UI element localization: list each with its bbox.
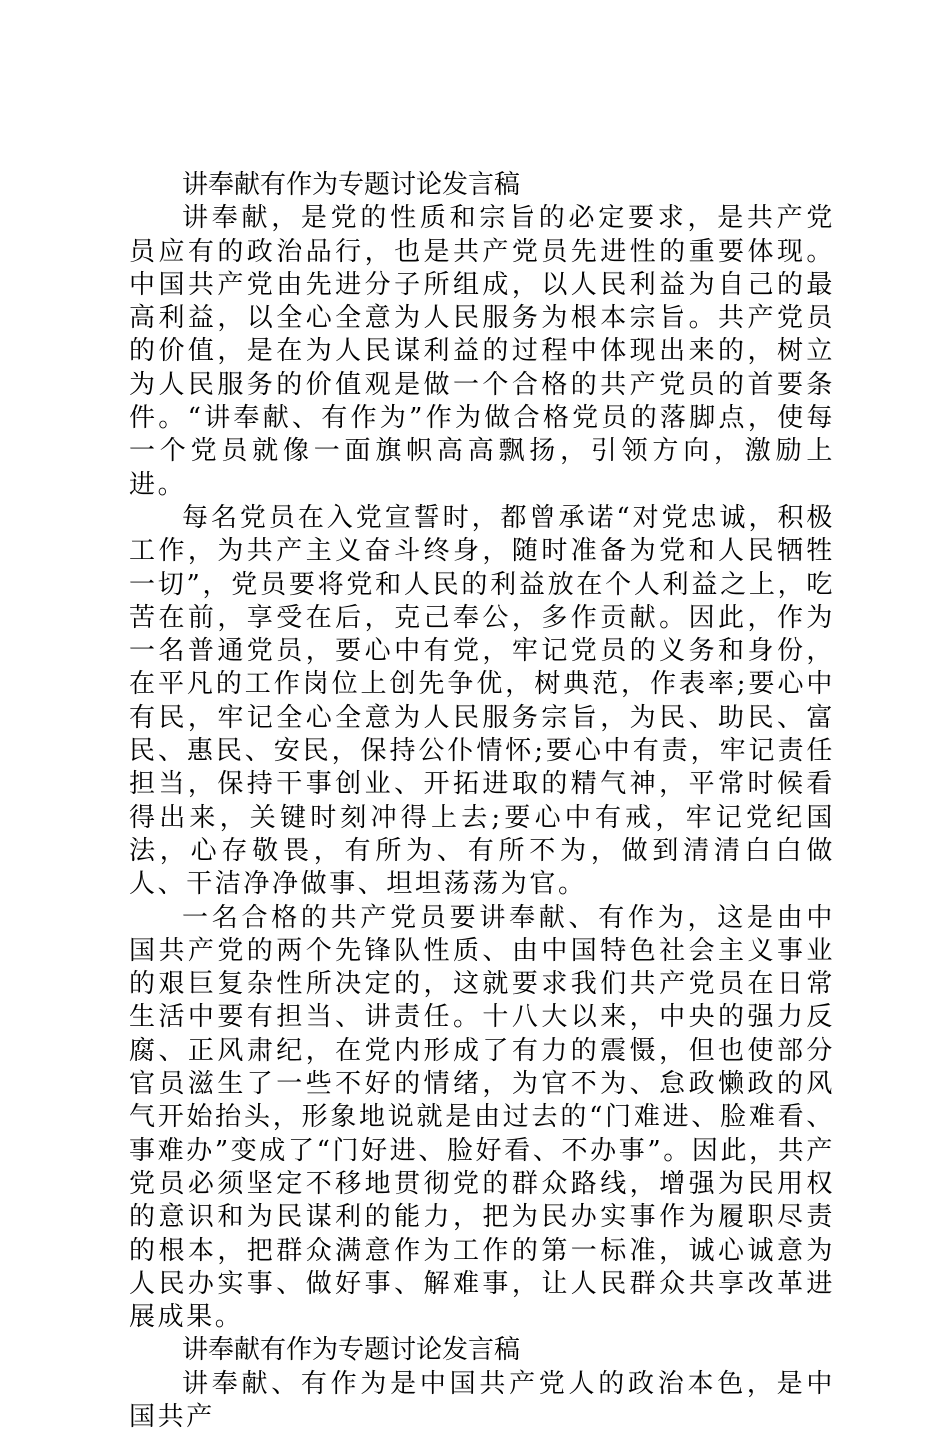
- paragraph-2: 每名党员在入党宣誓时，都曾承诺“对党忠诚，积极工作，为共产主义奋斗终身，随时准备为党和人民牺牲一切”，党员要将党和人民的利益放在个人利益之上，吃苦在前，享受在后，克己奉公，多作贡献。因此，作为一名普通党员，要心中有党，牢记党员的义务和身份，在平凡的工作岗位上创先争优，树典范，作表率;要心中有民，牢记全心全意为人民服务宗旨，为民、助民、富民、惠民、安民，保持公仆情怀;要心中有责，牢记责任担当，保持干事创业、开拓进取的精气神，平常时候看得出来，关键时刻冲得上去;要心中有戒，牢记党纪国法，心存敬畏，有所为、有所不为，做到清清白白做人、干洁净净做事、坦坦荡荡为官。: [129, 502, 835, 900]
- paragraph-1: 讲奉献，是党的性质和宗旨的必定要求，是共产党员应有的政治品行，也是共产党员先进性的重要体现。中国共产党由先进分子所组成，以人民利益为自己的最高利益，以全心全意为人民服务为根本宗旨。共产党员的价值，是在为人民谋利益的过程中体现出来的，树立为人民服务的价值观是做一个合格的共产党员的首要条件。“讲奉献、有作为”作为做合格党员的落脚点，使每一个党员就像一面旗帜高高飘扬，引领方向，激励上进。: [129, 203, 835, 500]
- document-page: [129, 169, 835, 1434]
- paragraph-4: 讲奉献、有作为是中国共产党人的政治本色，是中国共产: [129, 1368, 835, 1432]
- paragraph-3: 一名合格的共产党员要讲奉献、有作为，这是由中国共产党的两个先锋队性质、由中国特色社会主义事业的艰巨复杂性所决定的，这就要求我们共产党员在日常生活中要有担当、讲责任。十八大以来，中央的强力反腐、正风肃纪，在党内形成了有力的震慑，但也使部分官员滋生了一些不好的情绪，为官不为、怠政懒政的风气开始抬头，形象地说就是由过去的“门难进、脸难看、事难办”变成了“门好进、脸好看、不办事”。因此，共产党员必须坚定不移地贯彻党的群众路线，增强为民用权的意识和为民谋利的能力，把为民办实事作为履职尽责的根本，把群众满意作为工作的第一标准，诚心诚意为人民办实事、做好事、解难事，让人民群众共享改革进展成果。: [129, 902, 835, 1333]
- document-title-repeat: 讲奉献有作为专题讨论发言稿: [182, 1335, 521, 1366]
- document-title: 讲奉献有作为专题讨论发言稿: [182, 170, 521, 200]
